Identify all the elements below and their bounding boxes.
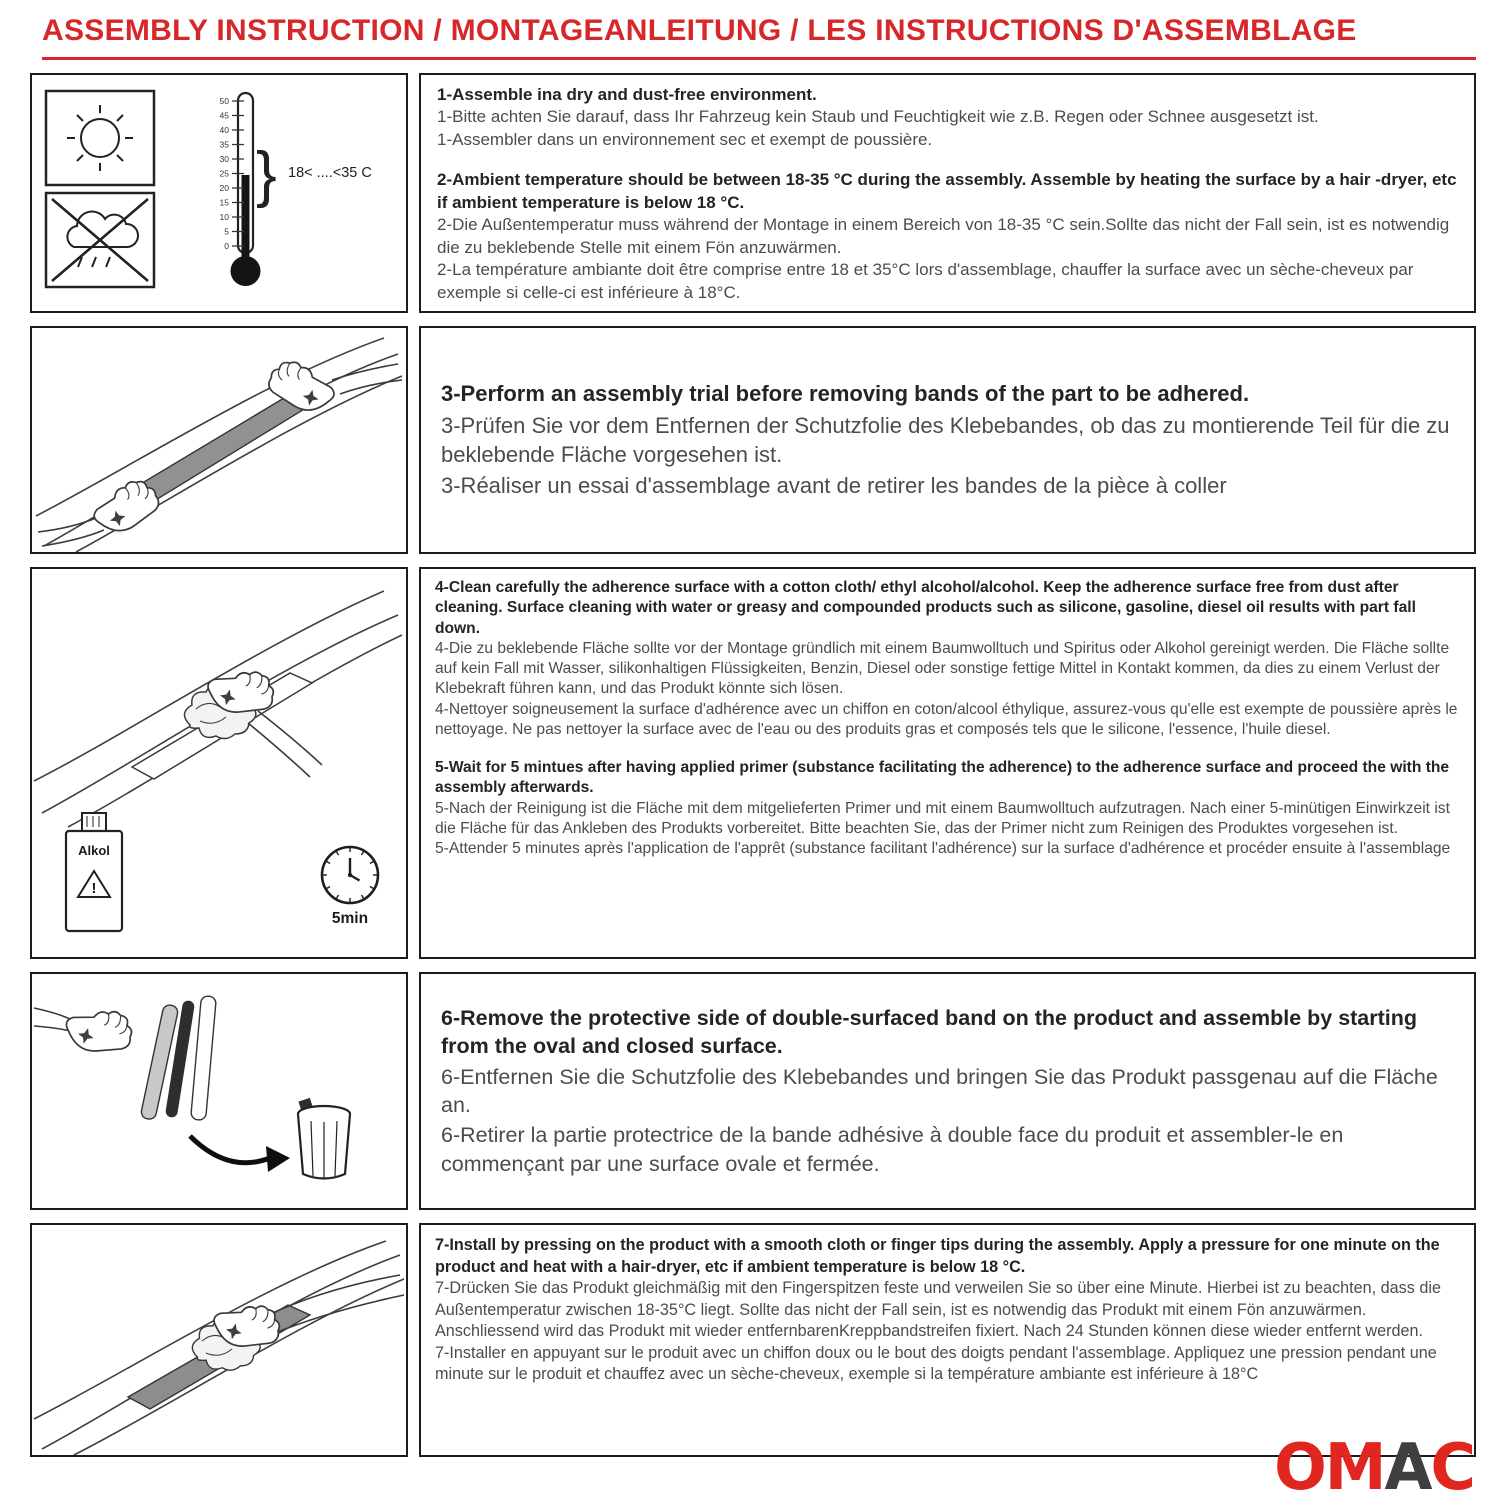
alcohol-bottle-icon	[66, 813, 122, 931]
clock-label: 5min	[331, 910, 369, 927]
svg-text:!: !	[91, 880, 97, 897]
text-press-install	[419, 1223, 1476, 1457]
step-1-en: 1-Assemble ina dry and dust-free environment.	[437, 85, 817, 104]
omac-logo	[1274, 1428, 1474, 1504]
logo-letter-c: C	[1430, 1428, 1474, 1504]
no-rain-panel	[46, 193, 154, 287]
svg-text:40: 40	[219, 125, 229, 135]
svg-text:5: 5	[224, 226, 229, 237]
thermometer-scale	[220, 96, 230, 251]
temperature-range-label: 18< ....<35 C	[288, 165, 372, 181]
step-4-fr: 4-Nettoyer soigneusement la surface d'adhérence avec un chiffon en coton/alcool éthylique, assurez-vous qu'elle est exempte de poussière après le nettoyage. Ne pas nettoyer la surface avec de l'eau ou des produits gras et composés tels que le silicone, l'essence, l'huile diesel.	[435, 700, 1458, 738]
text-remove-protective-band	[419, 972, 1476, 1210]
step-3-de: 3-Prüfen Sie vor dem Entfernen der Schutzfolie des Klebebandes, ob das zu montierende Teil für die zu beklebende Fläche vorgesehen ist.	[441, 412, 1450, 467]
step-7-de: 7-Drücken Sie das Produkt gleichmäßig mit den Fingerspitzen feste und verweilen Sie so über eine Minute. Hierbei ist zu beachten, dass die Außentemperatur zwischen 18-35°C liegt. Sollte das nicht der Fall sein, ist es notwendig das Produkt mit einem Fön anzuwärmen. Anschliessend wird das Produkt mit wieder entfernbarenKreppbandstreifen fixiert. Nach 24 Stunden können diese wieder entfernt werden.	[435, 1279, 1441, 1341]
step-4-en: 4-Clean carefully the adherence surface with a cotton cloth/ ethyl alcohol/alcohol. Keep the adherence surface free from dust after cleaning. Surface cleaning with water or greasy and compounded products such as silicone, gasoline, diesel oil results with part fall down.	[435, 579, 1416, 637]
step-3-fr: 3-Réaliser un essai d'assemblage avant de retirer les bandes de la pièce à coller	[441, 473, 1227, 499]
thermometer-icon	[220, 93, 372, 286]
environment-temperature-illustration	[32, 75, 406, 311]
text-assembly-trial	[419, 326, 1476, 554]
svg-text:45: 45	[219, 110, 229, 121]
svg-text:35: 35	[219, 139, 229, 150]
step-5-fr: 5-Attender 5 minutes après l'application de l'apprêt (substance facilitant l'adhérence) sur la surface d'adhérence et procéder ensuite à l'assemblage	[435, 840, 1451, 858]
step-5-en: 5-Wait for 5 mintues after having applied primer (substance facilitating the adherence) to the adherence surface and proceed the with the assembly afterwards.	[435, 759, 1450, 797]
row-clean-primer	[30, 567, 1476, 959]
row-environment-temperature	[30, 73, 1476, 313]
sun-panel	[46, 91, 154, 185]
step-7-en: 7-Install by pressing on the product with a smooth cloth or finger tips during the assembly. Apply a pressure for one minute on the product and heat with a hair-dryer, etc if ambient temperature is below 18 °C.	[435, 1236, 1440, 1276]
text-clean-primer	[419, 567, 1476, 959]
text-environment-temperature	[419, 73, 1476, 313]
row-remove-protective-band	[30, 972, 1476, 1210]
figure-remove-protective-band	[30, 972, 408, 1210]
cross-out-icon	[52, 199, 148, 281]
row-assembly-trial	[30, 326, 1476, 554]
step-3-en: 3-Perform an assembly trial before removing bands of the part to be adhered.	[441, 381, 1250, 407]
step-7-fr: 7-Installer en appuyant sur le produit avec un chiffon doux ou le bout des doigts pendant l'assemblage. Appliquez une pression pendant une minute sur le produit et chauffez avec un sèche-cheveux, exemple si la température ambiante est inférieure à 18°C	[435, 1343, 1437, 1384]
page-title: ASSEMBLY INSTRUCTION / MONTAGEANLEITUNG / LES INSTRUCTIONS D'ASSEMBLAGE	[42, 14, 1357, 47]
logo-letter-a: A	[1384, 1428, 1431, 1504]
figure-environment-temperature	[30, 73, 408, 313]
svg-text:20: 20	[219, 183, 229, 193]
arrow-icon	[190, 1136, 290, 1172]
svg-text:50: 50	[219, 96, 229, 106]
cleaning-illustration	[32, 569, 406, 957]
title-underline	[42, 57, 1476, 60]
svg-text:30: 30	[219, 154, 229, 164]
step-4-de: 4-Die zu beklebende Fläche sollte vor der Montage gründlich mit einem Baumwolltuch und Spiritus oder Alkohol gereinigt werden. Die Fläche sollte auf kein Fall mit Wasser, silikonhaltigen Flüssigkeiten, Benzin, Diesel oder sonstige fettige Mittel in Kontakt kommen, da dies zu einem Verlust der Klebekraft führen kann, und das Produkt könnte sich lösen.	[435, 639, 1450, 698]
spacer	[437, 151, 1458, 169]
spacer	[435, 740, 1460, 758]
press-install-illustration	[32, 1225, 406, 1455]
step-2-en: 2-Ambient temperature should be between 18-35 °C during the assembly. Assemble by heating the surface by a hair -dryer, etc if ambient temperature is below 18 °C.	[437, 170, 1457, 212]
figure-press-install	[30, 1223, 408, 1457]
svg-text:10: 10	[219, 212, 229, 222]
thermometer-brace: }	[256, 140, 277, 209]
hand-icon	[34, 1000, 137, 1061]
bottle-label: Alkol	[78, 843, 110, 858]
sun-icon	[67, 105, 133, 171]
step-6-de: 6-Entfernen Sie die Schutzfolie des Klebebandes und bringen Sie das Produkt passgenau auf die Fläche an.	[441, 1064, 1438, 1117]
figure-assembly-trial	[30, 326, 408, 554]
step-5-de: 5-Nach der Reinigung ist die Fläche mit dem mitgelieferten Primer und mit einem Baumwolltuch aufzutragen. Nach einer 5-minütigen Einwirkzeit ist die Fläche für das Ankleben des Produkts vorbereitet. Bitte beachten Sie, das der Primer nicht zum Reinigen des Produktes vorgesehen ist.	[435, 799, 1450, 837]
step-2-fr: 2-La température ambiante doit être comprise entre 18 et 35°C lors d'assemblage, chauffer la surface avec un sèche-cheveux par exemple si celle-ci est inférieure à 18°C.	[437, 260, 1414, 302]
assembly-trial-illustration	[32, 328, 406, 552]
svg-text:25: 25	[219, 168, 229, 179]
logo-letters-om: OM	[1274, 1428, 1385, 1504]
figure-clean-primer	[30, 567, 408, 959]
clock-icon	[322, 847, 378, 927]
peel-band-illustration	[32, 974, 406, 1208]
svg-text:15: 15	[219, 197, 229, 208]
step-2-de: 2-Die Außentemperatur muss während der Montage in einem Bereich von 18-35 °C sein.Sollte das nicht der Fall sein, ist es notwendig die zu beklebende Stelle mit einem Fön anzuwärmen.	[437, 215, 1450, 257]
step-6-fr: 6-Retirer la partie protectrice de la bande adhésive à double face du produit et assembler-le en commençant par une surface ovale et fermée.	[441, 1123, 1344, 1176]
trash-bin-icon	[298, 1098, 350, 1179]
left-hand-icon	[38, 476, 164, 546]
step-1-de: 1-Bitte achten Sie darauf, dass Ihr Fahrzeug kein Staub und Feuchtigkeit wie z.B. Regen oder Schnee ausgesetzt ist.	[437, 107, 1319, 127]
protective-film-strips	[140, 996, 216, 1121]
svg-text:0: 0	[224, 241, 229, 251]
step-6-en: 6-Remove the protective side of double-surfaced band on the product and assemble by starting from the oval and closed surface.	[441, 1005, 1418, 1059]
row-press-install	[30, 1223, 1476, 1457]
step-1-fr: 1-Assembler dans un environnement sec et exempt de poussière.	[437, 129, 933, 149]
